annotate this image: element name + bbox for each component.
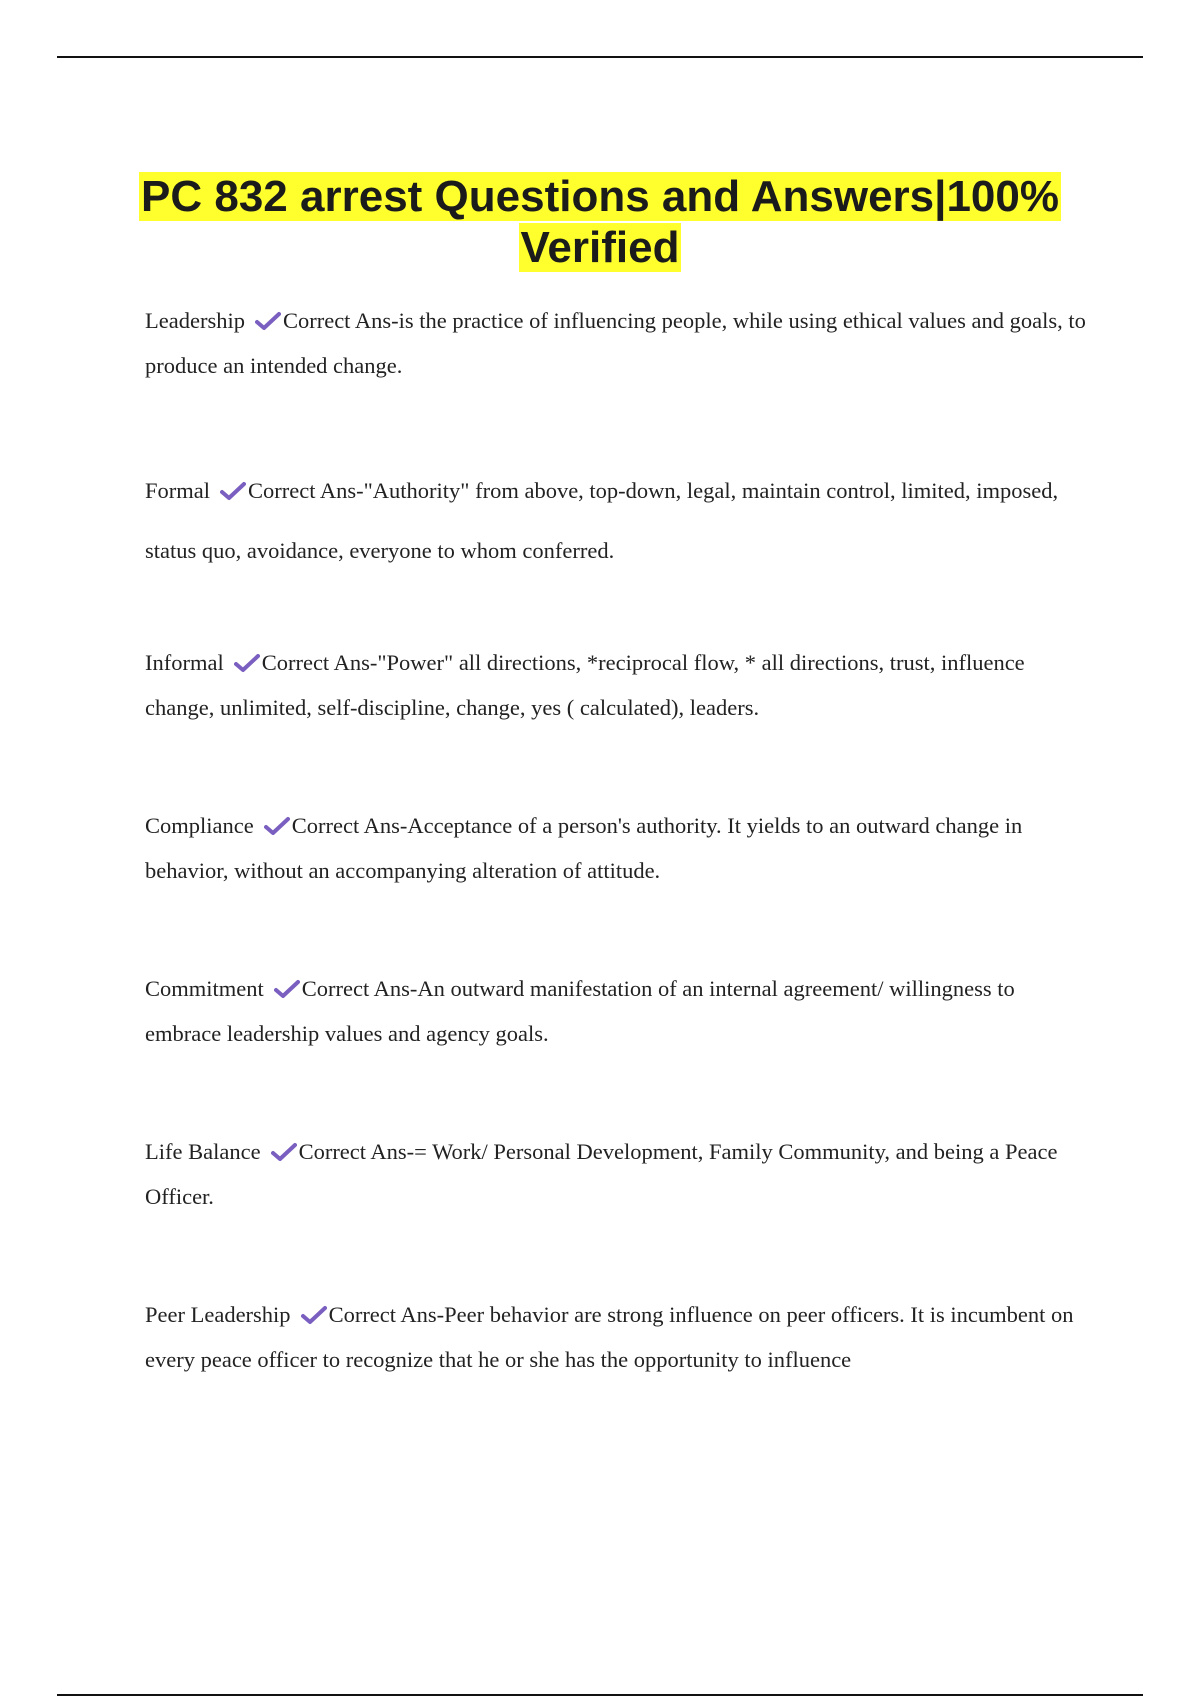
entry-term: Compliance — [145, 813, 254, 838]
entry-answer: is the practice of influencing people, while using ethical values and goals, to produce an intended change. — [145, 308, 1086, 378]
entry-term: Life Balance — [145, 1139, 261, 1164]
qa-entry-commitment — [145, 966, 1095, 1129]
entry-term: Formal — [145, 478, 210, 503]
entry-term: Informal — [145, 650, 224, 675]
check-icon — [220, 481, 246, 501]
answer-prefix: Correct Ans- — [301, 976, 418, 1001]
check-icon — [234, 653, 260, 673]
entry-term: Commitment — [145, 976, 264, 1001]
title-line-2: Verified — [520, 223, 680, 273]
qa-entry-life-balance — [145, 1129, 1095, 1292]
entry-answer: Acceptance of a person's authority. It yields to an outward change in behavior, without an accompanying alteration of attitude. — [145, 813, 1023, 883]
document-title — [57, 171, 1143, 273]
check-icon — [255, 311, 281, 331]
answer-prefix: Correct Ans- — [261, 650, 378, 675]
qa-entry-informal — [145, 640, 1095, 803]
check-icon — [301, 1305, 327, 1325]
top-rule — [57, 56, 1143, 58]
qa-entry-formal — [145, 461, 1095, 640]
check-icon — [271, 1142, 297, 1162]
answer-prefix: Correct Ans- — [248, 478, 364, 503]
entry-term: Leadership — [145, 308, 245, 333]
qa-entry-leadership — [145, 298, 1095, 461]
check-icon — [264, 816, 290, 836]
check-icon — [274, 979, 300, 999]
qa-list — [145, 298, 1095, 1455]
answer-prefix: Correct Ans- — [298, 1139, 415, 1164]
entry-answer: Peer behavior are strong influence on peer officers. It is incumbent on every peace officer to recognize that he or she has the opportunity to influence — [145, 1302, 1074, 1372]
entry-answer: "Authority" from above, top-down, legal, maintain control, limited, imposed, status quo, avoidance, everyone to whom conferred. — [145, 478, 1059, 563]
qa-entry-peer-leadership — [145, 1292, 1095, 1455]
title-line-1: PC 832 arrest Questions and Answers|100% — [141, 172, 1059, 222]
entry-answer: "Power" all directions, *reciprocal flow, * all directions, trust, influence change, unlimited, self-discipline, change, yes ( calculated), leaders. — [145, 650, 1025, 720]
bottom-rule — [57, 1694, 1143, 1696]
answer-prefix: Correct Ans- — [282, 308, 399, 333]
entry-answer: = Work/ Personal Development, Family Community, and being a Peace Officer. — [145, 1139, 1058, 1209]
answer-prefix: Correct Ans- — [291, 813, 408, 838]
entry-answer: An outward manifestation of an internal agreement/ willingness to embrace leadership values and agency goals. — [145, 976, 1015, 1046]
entry-term: Peer Leadership — [145, 1302, 291, 1327]
answer-prefix: Correct Ans- — [328, 1302, 445, 1327]
qa-entry-compliance — [145, 803, 1095, 966]
